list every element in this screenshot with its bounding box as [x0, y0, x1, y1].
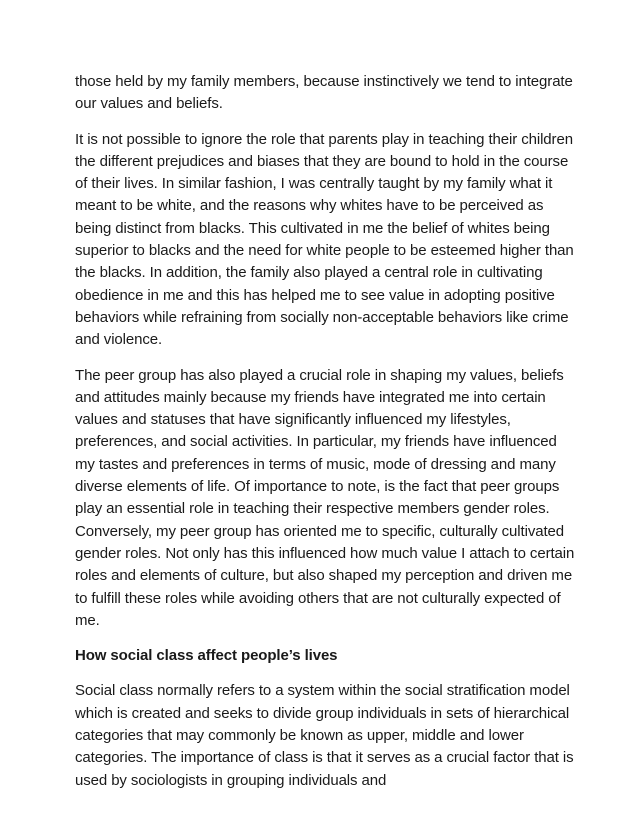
paragraph-peer-group: The peer group has also played a crucial role in shaping my values, beliefs and attitudes mainly because my friends have integrated me into certain values and statuses that have significantly influenced my lifestyles, preferences, and social activities. In particular, my friends have influenced my tastes and preferences in terms of music, mode of dressing and many diverse elements of life. Of importance to note, is the fact that peer groups play an essential role in teaching their respective members gender roles. Conversely, my peer group has oriented me to specific, culturally cultivated gender roles. Not only has this influenced how much value I attach to certain roles and elements of culture, but also shaped my perception and driven me to fulfill these roles while avoiding others that are not culturally expected of me.: [75, 366, 575, 629]
document-page: [75, 71, 575, 805]
paragraph-parents-role: It is not possible to ignore the role that parents play in teaching their children the different prejudices and biases that they are bound to hold in the course of their lives. In similar fashion, I was centrally taught by my family what it meant to be white, and the reasons why whites have to be perceived as being distinct from blacks. This cultivated in me the belief of whites being superior to blacks and the need for white people to be esteemed higher than the blacks. In addition, the family also played a central role in cultivating obedience in me and this has helped me to see value in adopting positive behaviors while refraining from socially non-acceptable behaviors like crime and violence.: [75, 130, 574, 349]
paragraph-social-class: Social class normally refers to a system within the social stratification model which is created and seeks to divide group individuals in sets of hierarchical categories that may commonly be known as upper, middle and lower categories. The importance of class is that it serves as a crucial factor that is used by sociologists in grouping individuals and: [75, 682, 574, 789]
paragraph-family-values: those held by my family members, because instinctively we tend to integrate our values and beliefs.: [75, 73, 573, 113]
section-heading-social-class: How social class affect people’s lives: [75, 647, 338, 665]
